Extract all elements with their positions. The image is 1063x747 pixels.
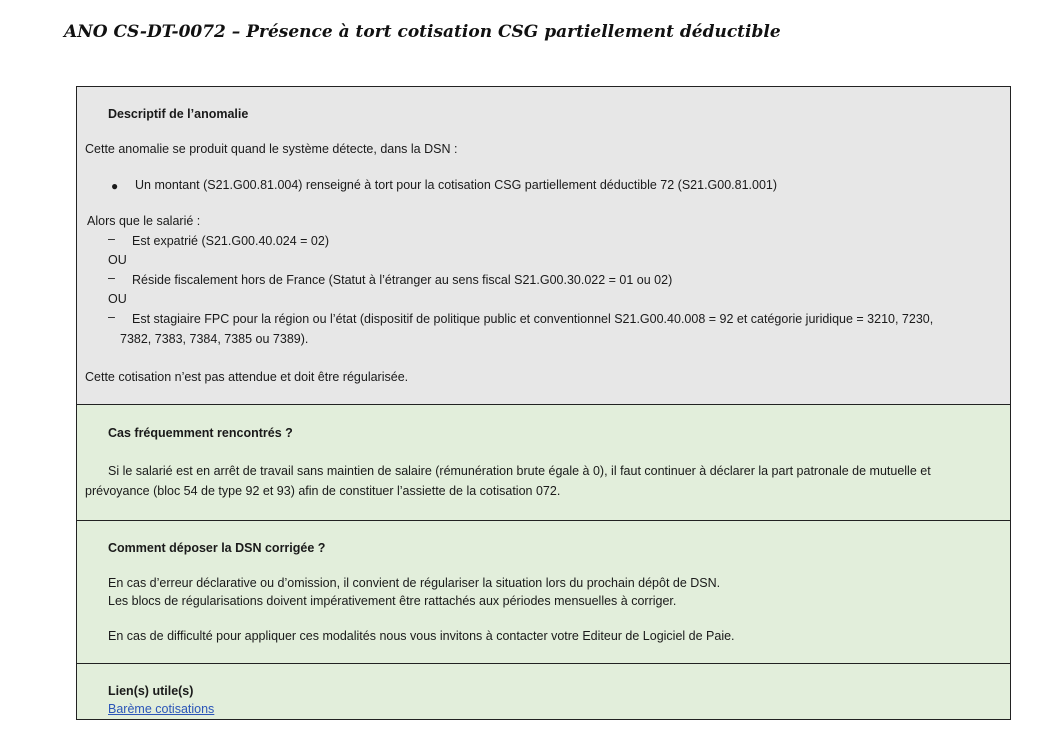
ou-separator: OU xyxy=(108,292,127,306)
descriptif-alors: Alors que le salarié : xyxy=(87,214,201,228)
ou-separator: OU xyxy=(108,253,127,267)
dash-icon: – xyxy=(108,310,115,324)
bullet-icon: ● xyxy=(111,179,119,193)
bareme-cotisations-link[interactable]: Barème cotisations xyxy=(108,702,215,716)
deposer-line1: En cas d’erreur déclarative ou d’omission, il convient de régulariser la situation lors du prochain dépôt de DSN. xyxy=(108,576,721,590)
section-cas-frequents xyxy=(77,405,1010,521)
dash-icon: – xyxy=(108,232,115,246)
condition-stagiaire-line2: 7382, 7383, 7384, 7385 ou 7389). xyxy=(120,332,309,346)
deposer-line2: Les blocs de régularisations doivent impérativement être rattachés aux périodes mensuelles à corriger. xyxy=(108,594,677,608)
condition-expatrie: Est expatrié (S21.G00.40.024 = 02) xyxy=(132,234,329,248)
descriptif-bullet: Un montant (S21.G00.81.004) renseigné à tort pour la cotisation CSG partiellement déductible 72 (S21.G00.81.001) xyxy=(135,178,778,192)
cas-heading: Cas fréquemment rencontrés ? xyxy=(108,426,293,440)
anomaly-table xyxy=(76,86,1011,720)
cas-line1: Si le salarié est en arrêt de travail sans maintien de salaire (rémunération brute égale à 0), il faut continuer à déclarer la part patronale de mutuelle et xyxy=(108,464,931,478)
document-title: ANO CS-DT-0072 – Présence à tort cotisation CSG partiellement déductible xyxy=(64,22,781,42)
section-deposer-dsn xyxy=(77,521,1010,664)
deposer-heading: Comment déposer la DSN corrigée ? xyxy=(108,541,326,555)
descriptif-heading: Descriptif de l’anomalie xyxy=(108,107,249,121)
section-descriptif xyxy=(77,87,1010,405)
condition-stagiaire-line1: Est stagiaire FPC pour la région ou l’état (dispositif de politique public et conventionnel S21.G00.40.008 = 92 et catégorie juridique = 3210, 7230, xyxy=(132,312,934,326)
condition-residence: Réside fiscalement hors de France (Statut à l’étranger au sens fiscal S21.G00.30.022 = 01 ou 02) xyxy=(132,273,673,287)
cas-line2: prévoyance (bloc 54 de type 92 et 93) afin de constituer l’assiette de la cotisation 072. xyxy=(85,484,561,498)
section-liens-utiles xyxy=(77,664,1010,720)
liens-heading: Lien(s) utile(s) xyxy=(108,684,194,698)
deposer-line3: En cas de difficulté pour appliquer ces modalités nous vous invitons à contacter votre Editeur de Logiciel de Paie. xyxy=(108,629,735,643)
descriptif-conclusion: Cette cotisation n’est pas attendue et doit être régularisée. xyxy=(85,370,409,384)
dash-icon: – xyxy=(108,271,115,285)
descriptif-intro: Cette anomalie se produit quand le système détecte, dans la DSN : xyxy=(85,142,458,156)
